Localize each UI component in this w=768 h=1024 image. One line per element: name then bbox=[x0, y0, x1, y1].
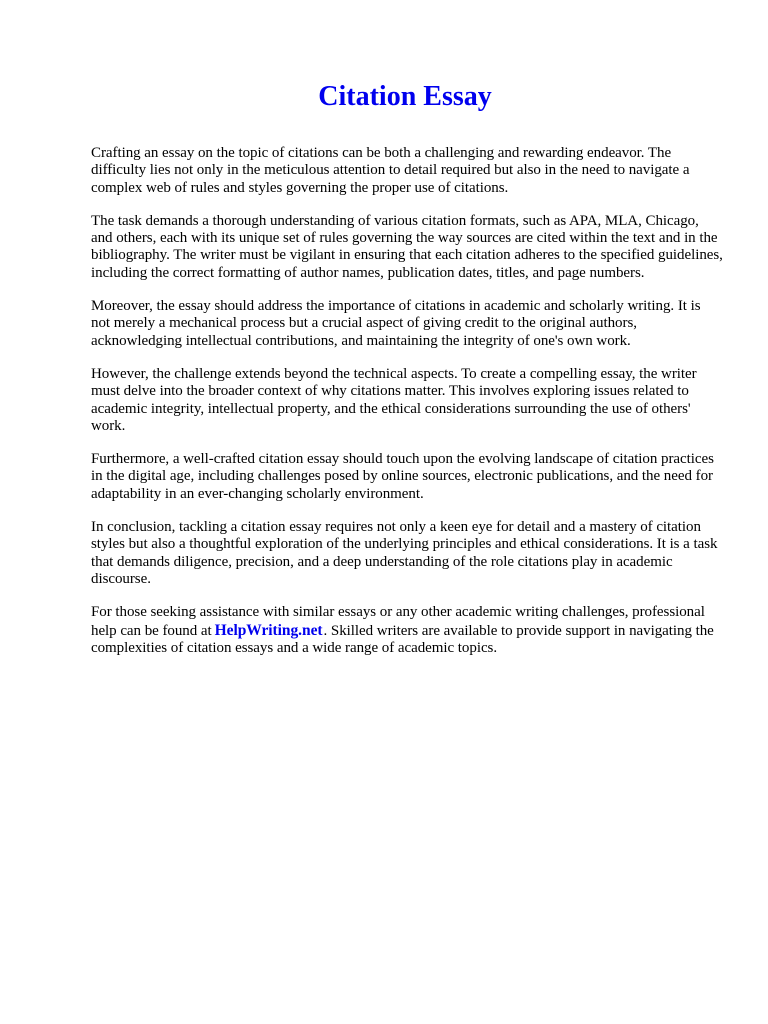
paragraph-4: However, the challenge extends beyond the technical aspects. To create a compelling essay, the writer must delve into the broader context of why citations matter. This involves exploring issues related to academic integrity, intellectual property, and the ethical considerations surrounding the use of others' work. bbox=[91, 365, 697, 434]
paragraph-7-after-link: . Skilled writers are available to provide support in navigating the complexities of citation essays and a wide range of academic topics. bbox=[91, 622, 714, 656]
page-title: Citation Essay bbox=[318, 81, 492, 112]
essay-body bbox=[91, 145, 723, 673]
helpwriting-link[interactable]: HelpWriting.net bbox=[214, 621, 323, 639]
paragraph-6: In conclusion, tackling a citation essay requires not only a keen eye for detail and a mastery of citation styles but also a thoughtful exploration of the underlying principles and ethical considerations. It is a task that demands diligence, precision, and a deep understanding of the role citations play in academic discourse. bbox=[91, 519, 718, 587]
paragraph-5: Furthermore, a well-crafted citation essay should touch upon the evolving landscape of citation practices in the digital age, including challenges posed by online sources, electronic publications, and the need for adaptability in an ever-changing scholarly environment. bbox=[91, 451, 714, 502]
paragraph-3: Moreover, the essay should address the importance of citations in academic and scholarly writing. It is not merely a mechanical process but a crucial aspect of giving credit to the original authors, acknowledging intellectual contributions, and maintaining the integrity of one's own work. bbox=[91, 298, 701, 349]
paragraph-7 bbox=[91, 604, 723, 657]
paragraph-1: Crafting an essay on the topic of citations can be both a challenging and rewarding endeavor. The difficulty lies not only in the meticulous attention to detail required but also in the need to navigate a complex web of rules and styles governing the proper use of citations. bbox=[91, 145, 690, 196]
paragraph-7-before-link: For those seeking assistance with similar essays or any other academic writing challenges, professional help can be found at bbox=[91, 604, 705, 639]
paragraph-2: The task demands a thorough understanding of various citation formats, such as APA, MLA, Chicago, and others, each with its unique set of rules governing the way sources are cited within the text and in the bibliography. The writer must be vigilant in ensuring that each citation adheres to the specified guidelines, including the correct formatting of author names, publication dates, titles, and page numbers. bbox=[91, 212, 723, 281]
